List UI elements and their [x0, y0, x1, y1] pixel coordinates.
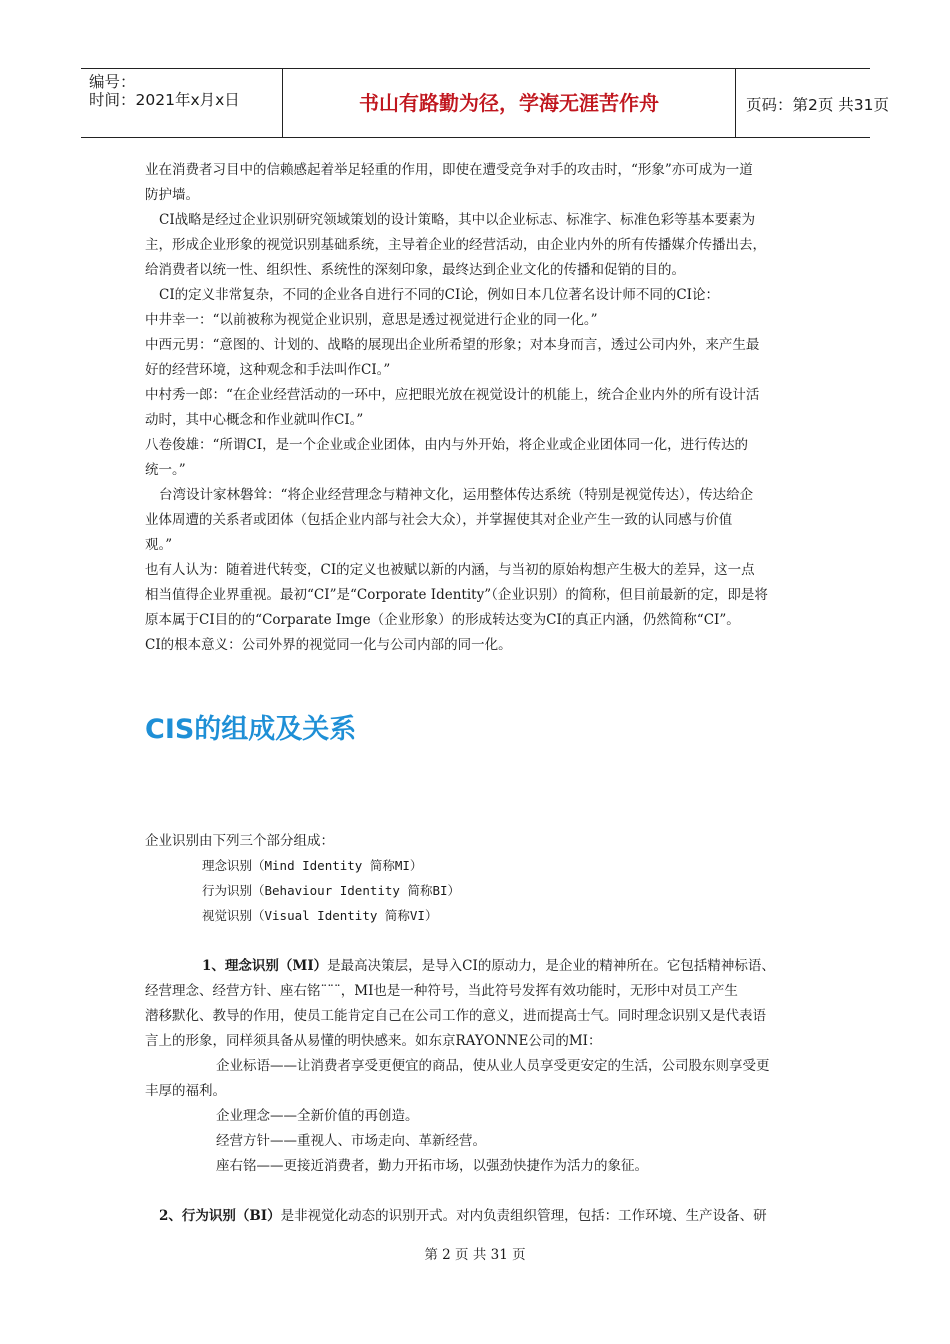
mi-line: 言上的形象，同样须具备从易懂的明快感来。如东京RAYONNE公司的MI： [145, 1033, 602, 1049]
composition-item: 理念识别（Mind Identity 简称MI） [202, 858, 423, 873]
body-line: 业体周遭的关系者或团体（包括企业内部与社会大众），并掌握使其对企业产生一致的认同感与价值 [145, 512, 733, 528]
body-line: 八卷俊雄：“所谓CI，是一个企业或企业团体，由内与外开始，将企业或企业团体同一化，进行传达的 [145, 437, 749, 453]
header-page-cell [736, 69, 890, 137]
body-line: 台湾设计家林磐耸：“将企业经营理念与精神文化，运用整体传达系统（特别是视觉传达），传达给企 [159, 487, 754, 503]
body-line: 原本属于CI目的的“Corparate Imge（企业形象）的形成转达变为CI的真正内涵，仍然简称“CI”。 [145, 612, 740, 628]
mi-first-line-text: 是最高决策层，是导入CI的原动力，是企业的精神所在。它包括精神标语、 [327, 958, 775, 974]
header-meta-cell [81, 69, 283, 137]
section-heading: CIS的组成及关系 [145, 714, 357, 745]
body-line: 防护墙。 [145, 187, 199, 203]
body-line: 好的经营环境，这种观念和手法叫作CI。” [145, 362, 391, 378]
body-line: 中村秀一郎：“在企业经营活动的一环中，应把眼光放在视觉设计的机能上，统合企业内外的所有设计活 [145, 387, 760, 403]
mi-example: 企业理念——全新价值的再创造。 [216, 1108, 419, 1124]
bi-first-line [159, 1208, 767, 1224]
document-header [81, 68, 890, 138]
body-line: 给消费者以统一性、组织性、系统性的深刻印象，最终达到企业文化的传播和促销的目的。 [145, 262, 685, 278]
composition-intro: 企业识别由下列三个部分组成： [145, 833, 334, 849]
page-footer: 第 2 页 共 31 页 [424, 1247, 526, 1263]
body-line: 动时，其中心概念和作业就叫作CI。” [145, 412, 364, 428]
body-line: CI的定义非常复杂，不同的企业各自进行不同的CI论，例如日本几位著名设计师不同的CI论： [159, 287, 719, 303]
header-page-label: 页码：第2页 共31页 [746, 96, 890, 114]
mi-example: 企业标语——让消费者享受更便宜的商品，使从业人员享受更安定的生活，公司股东则享受更 [216, 1058, 770, 1074]
body-line: 相当值得企业界重视。最初“CI”是“Corporate Identity”（企业识别）的简称，但目前最新的定，即是将 [145, 587, 768, 603]
doc-time-label: 时间：2021年x月x日 [89, 91, 240, 109]
body-line: 主，形成企业形象的视觉识别基础系统，主导着企业的经营活动，由企业内外的所有传播媒介传播出去， [145, 237, 766, 253]
header-motto: 书山有路勤为径，学海无涯苦作舟 [359, 91, 659, 115]
mi-example: 经营方针——重视人、市场走向、革新经营。 [216, 1133, 486, 1149]
mi-line: 潜移默化、教导的作用，使员工能肯定自己在公司工作的意义，进而提高士气。同时理念识别又是代表语 [145, 1008, 766, 1024]
mi-first-line [202, 958, 775, 974]
body-line: 统一。” [145, 462, 186, 478]
body-line: 中西元男：“意图的、计划的、战略的展现出企业所希望的形象；对本身而言，透过公司内外，来产生最 [145, 337, 760, 353]
mi-example: 座右铭——更接近消费者，勤力开拓市场，以强劲快捷作为活力的象征。 [216, 1158, 648, 1174]
body-line: 也有人认为：随着进代转变，CI的定义也被赋以新的内涵，与当初的原始构想产生极大的差异，这一点 [145, 562, 755, 578]
body-line: CI战略是经过企业识别研究领域策划的设计策略，其中以企业标志、标准字、标准色彩等基本要素为 [159, 212, 756, 228]
composition-item: 行为识别（Behaviour Identity 简称BI） [202, 883, 461, 898]
body-line: CI的根本意义：公司外界的视觉同一化与公司内部的同一化。 [145, 637, 512, 653]
header-motto-cell [283, 69, 736, 137]
mi-heading: 1、理念识别（MI） [202, 958, 328, 974]
composition-item: 视觉识别（Visual Identity 简称VI） [202, 908, 438, 923]
bi-first-line-text: 是非视觉化动态的识别开式。对内负责组织管理，包括：工作环境、生产设备、研 [280, 1208, 767, 1224]
mi-line: 经营理念、经营方针、座右铭¨¨¨，MI也是一种符号，当此符号发挥有效功能时，无形中对员工产生 [145, 983, 738, 999]
body-line: 观。” [145, 537, 173, 553]
body-line: 中井幸一：“以前被称为视觉企业识别，意思是透过视觉进行企业的同一化。” [145, 312, 598, 328]
mi-example: 丰厚的福利。 [145, 1083, 226, 1099]
doc-id-label: 编号： [89, 73, 136, 91]
bi-heading: 2、行为识别（BI） [159, 1208, 281, 1224]
body-line: 业在消费者习目中的信赖感起着举足轻重的作用，即使在遭受竞争对手的攻击时，“形象”亦可成为一道 [145, 162, 753, 178]
